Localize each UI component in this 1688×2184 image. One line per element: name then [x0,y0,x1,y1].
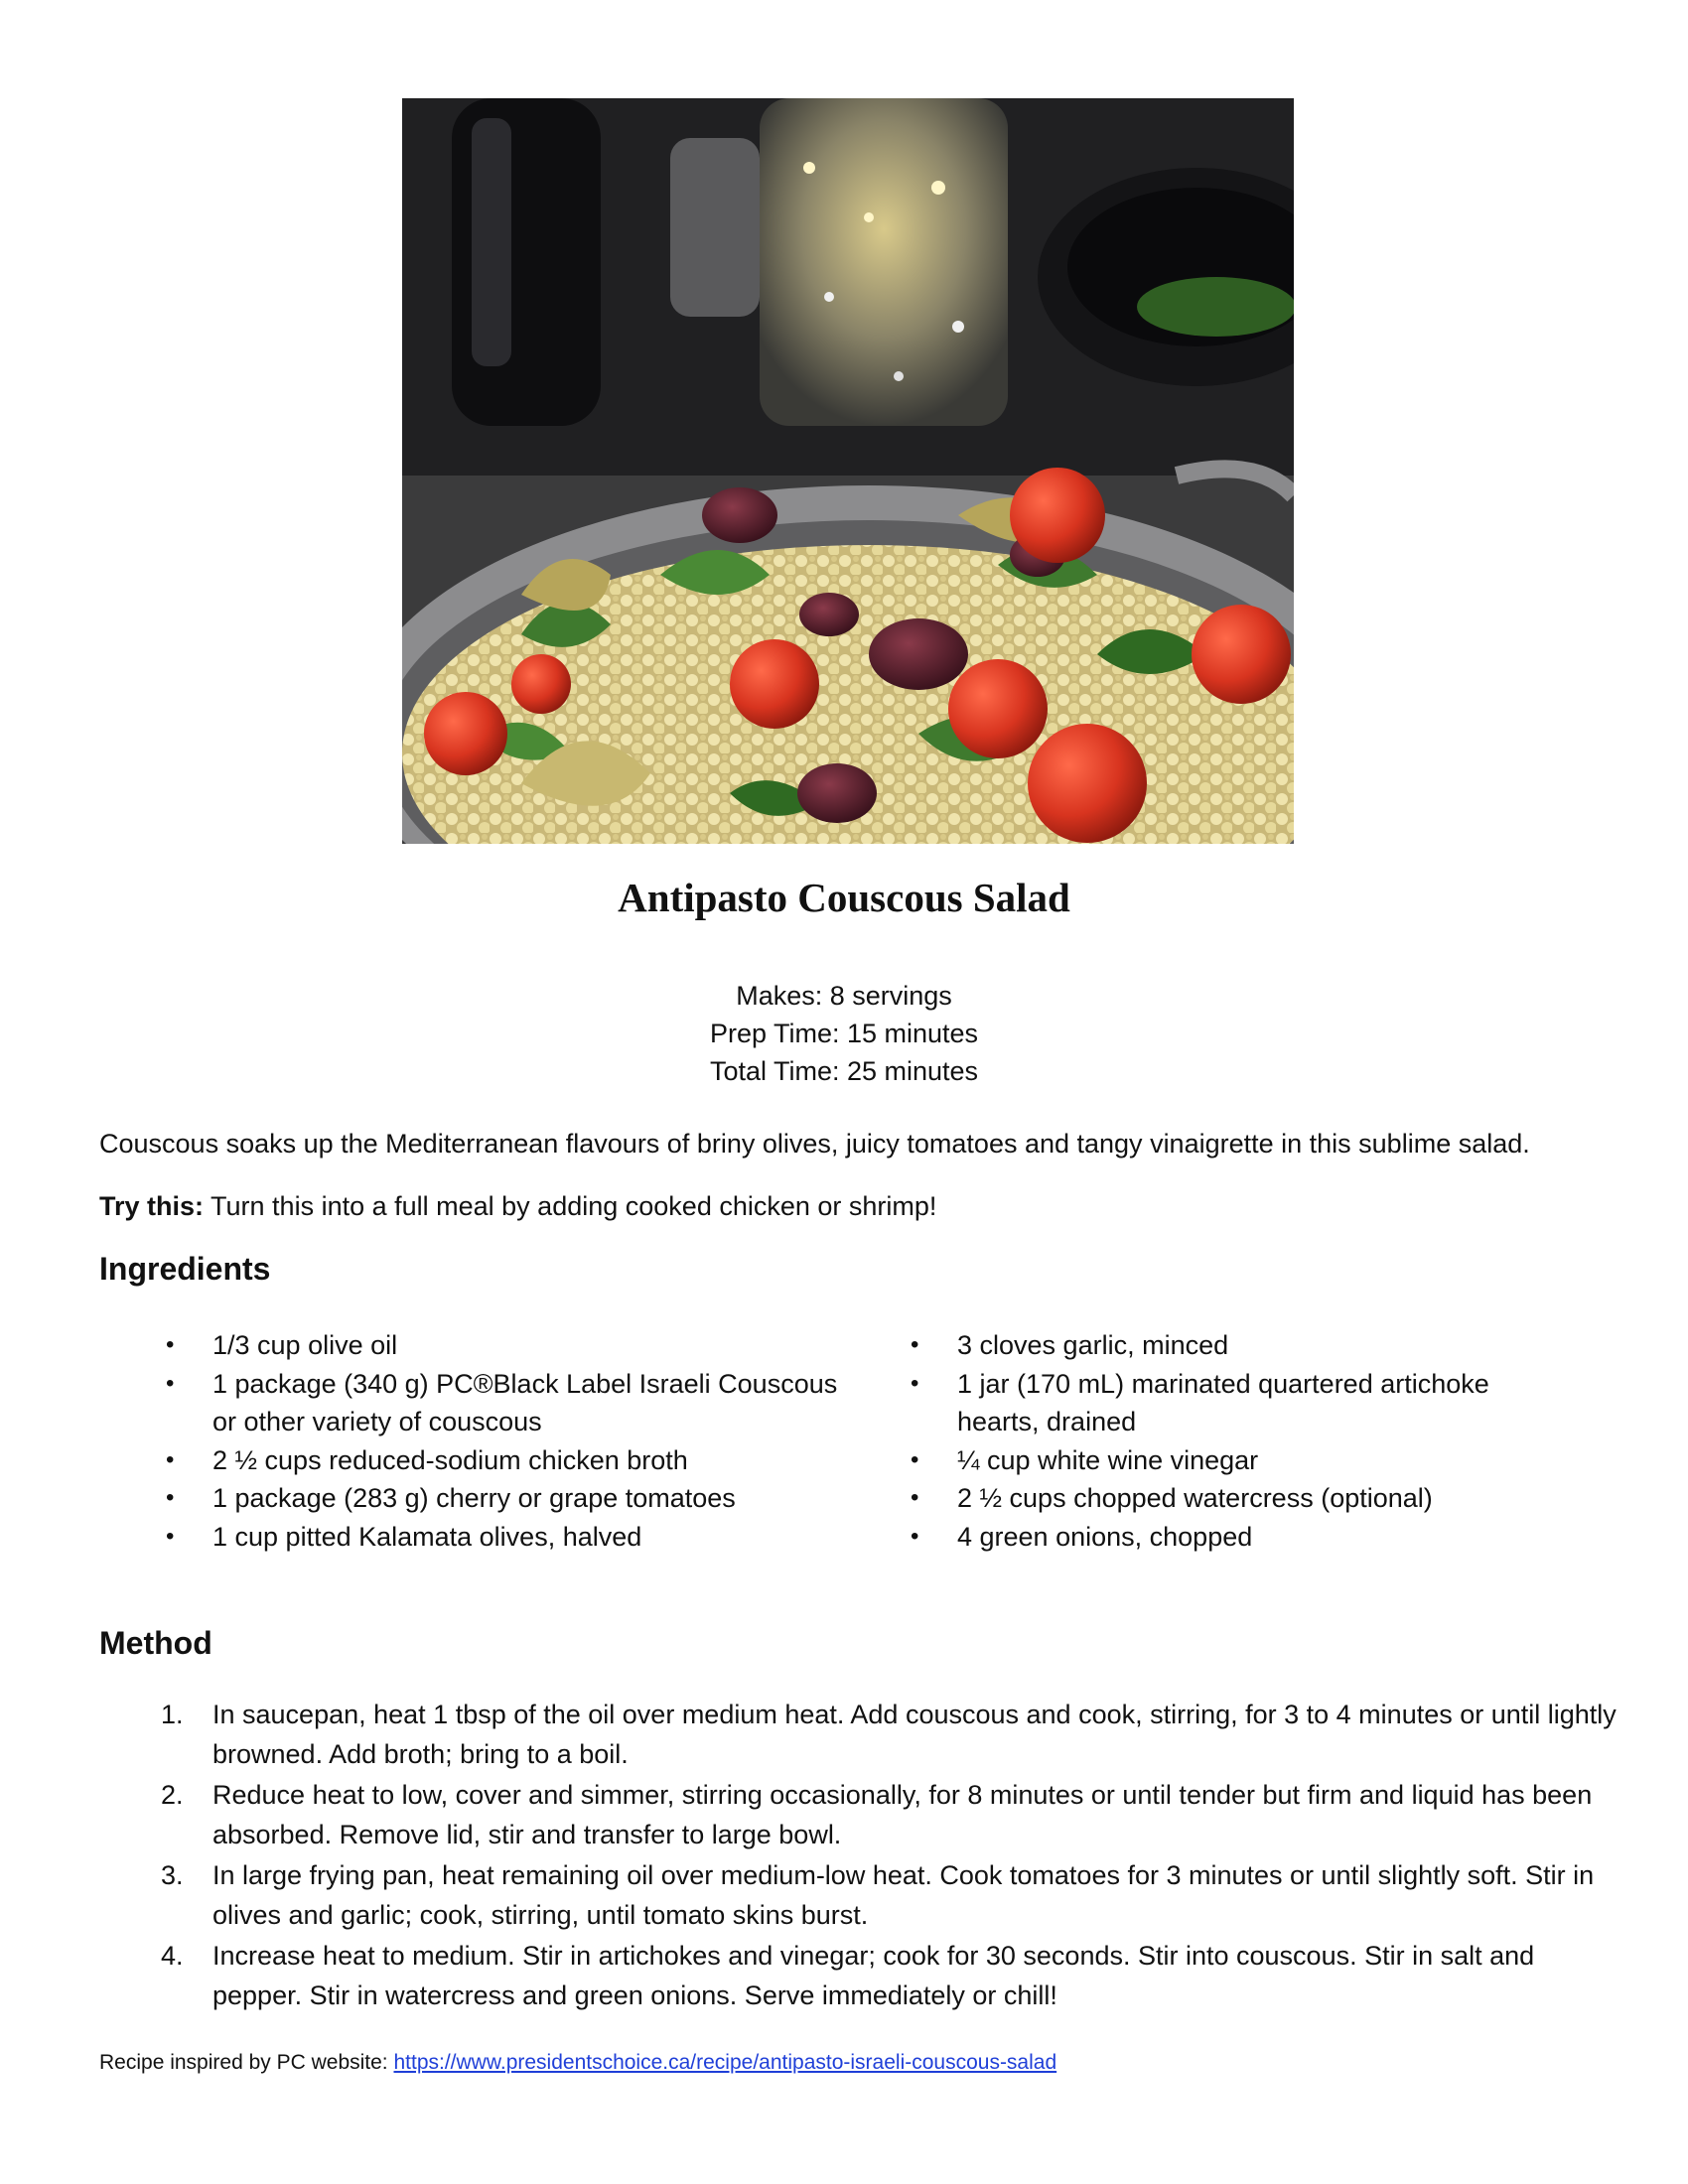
ingredient-item [166,1479,868,1518]
ingredient-item [911,1518,1553,1557]
ingredient-text: 1 package (340 g) PC®Black Label Israeli Couscous or other variety of couscous [212,1368,838,1436]
ingredient-item [911,1441,1553,1480]
step-text: In saucepan, heat 1 tbsp of the oil over medium heat. Add couscous and cook, stirring, for 3 to 4 minutes or until lightly browned. Add broth; bring to a boil. [212,1700,1617,1769]
step-number: 1. [161,1700,184,1729]
ingredient-item [911,1326,1553,1365]
ingredient-item [166,1326,868,1365]
ingredient-text: 1/3 cup olive oil [212,1330,398,1360]
recipe-intro: Couscous soaks up the Mediterranean flavours of briny olives, juicy tomatoes and tangy vinaigrette in this sublime salad. [99,1129,1530,1159]
step-number: 3. [161,1860,184,1890]
method-step [161,1855,1622,1935]
ingredient-item [166,1518,868,1557]
recipe-tip [99,1188,1609,1224]
ingredient-text: 3 cloves garlic, minced [957,1330,1229,1360]
ingredients-list-right [911,1326,1553,1556]
tip-text: Turn this into a full meal by adding cooked chicken or shrimp! [204,1191,937,1221]
bullet-icon: • [166,1369,175,1397]
salad-illustration [402,98,1294,844]
bullet-icon: • [166,1331,175,1358]
source-prefix: Recipe inspired by PC website: [99,2051,394,2074]
total-time-text: Total Time: 25 minutes [709,1056,979,1086]
ingredient-text: 4 green onions, chopped [957,1521,1253,1552]
method-step [161,1775,1622,1854]
ingredient-text: 2 ½ cups chopped watercress (optional) [957,1483,1433,1513]
bullet-icon: • [166,1484,175,1511]
bullet-icon: • [911,1522,919,1550]
recipe-photo [402,98,1294,844]
bullet-icon: • [911,1369,919,1397]
ingredients-list-left [166,1326,868,1556]
ingredient-text: 1 package (283 g) cherry or grape tomatoes [212,1483,736,1513]
ingredients-heading: Ingredients [99,1251,271,1287]
bullet-icon: • [911,1484,919,1511]
ingredient-text: ¼ cup white wine vinegar [957,1444,1259,1475]
bullet-icon: • [166,1445,175,1473]
step-text: Increase heat to medium. Stir in artichokes and vinegar; cook for 30 seconds. Stir into couscous. Stir in salt and pepper. Stir in watercress and green onions. Serve immediately or chill! [212,1941,1535,2010]
prep-time-text: Prep Time: 15 minutes [709,1019,979,1048]
step-text: In large frying pan, heat remaining oil over medium-low heat. Cook tomatoes for 3 minutes or until slightly soft. Stir in olives and garlic; cook, stirring, until tomato skins burst. [212,1860,1595,1930]
method-step [161,1936,1622,2015]
method-steps [161,1695,1622,2016]
method-heading: Method [99,1625,212,1661]
recipe-source [99,2049,1056,2077]
ingredient-item [911,1479,1553,1518]
ingredient-item [911,1365,1553,1441]
bullet-icon: • [911,1331,919,1358]
recipe-meta [0,977,1688,1090]
ingredient-text: 1 cup pitted Kalamata olives, halved [212,1521,642,1552]
ingredient-text: 1 jar (170 mL) marinated quartered artichoke hearts, drained [957,1368,1489,1436]
step-text: Reduce heat to low, cover and simmer, stirring occasionally, for 8 minutes or until tender but firm and liquid has been absorbed. Remove lid, stir and transfer to large bowl. [212,1780,1593,1849]
step-number: 4. [161,1941,184,1971]
tip-lead: Try this: [99,1191,205,1221]
step-number: 2. [161,1780,184,1810]
method-step [161,1695,1622,1774]
bullet-icon: • [166,1522,175,1550]
servings-text: Makes: 8 servings [736,981,952,1011]
ingredient-item [166,1365,868,1441]
source-link[interactable]: https://www.presidentschoice.ca/recipe/antipasto-israeli-couscous-salad [393,2051,1057,2074]
ingredient-item [166,1441,868,1480]
recipe-title: Antipasto Couscous Salad [618,875,1070,920]
bullet-icon: • [911,1445,919,1473]
ingredient-text: 2 ½ cups reduced-sodium chicken broth [212,1444,688,1475]
